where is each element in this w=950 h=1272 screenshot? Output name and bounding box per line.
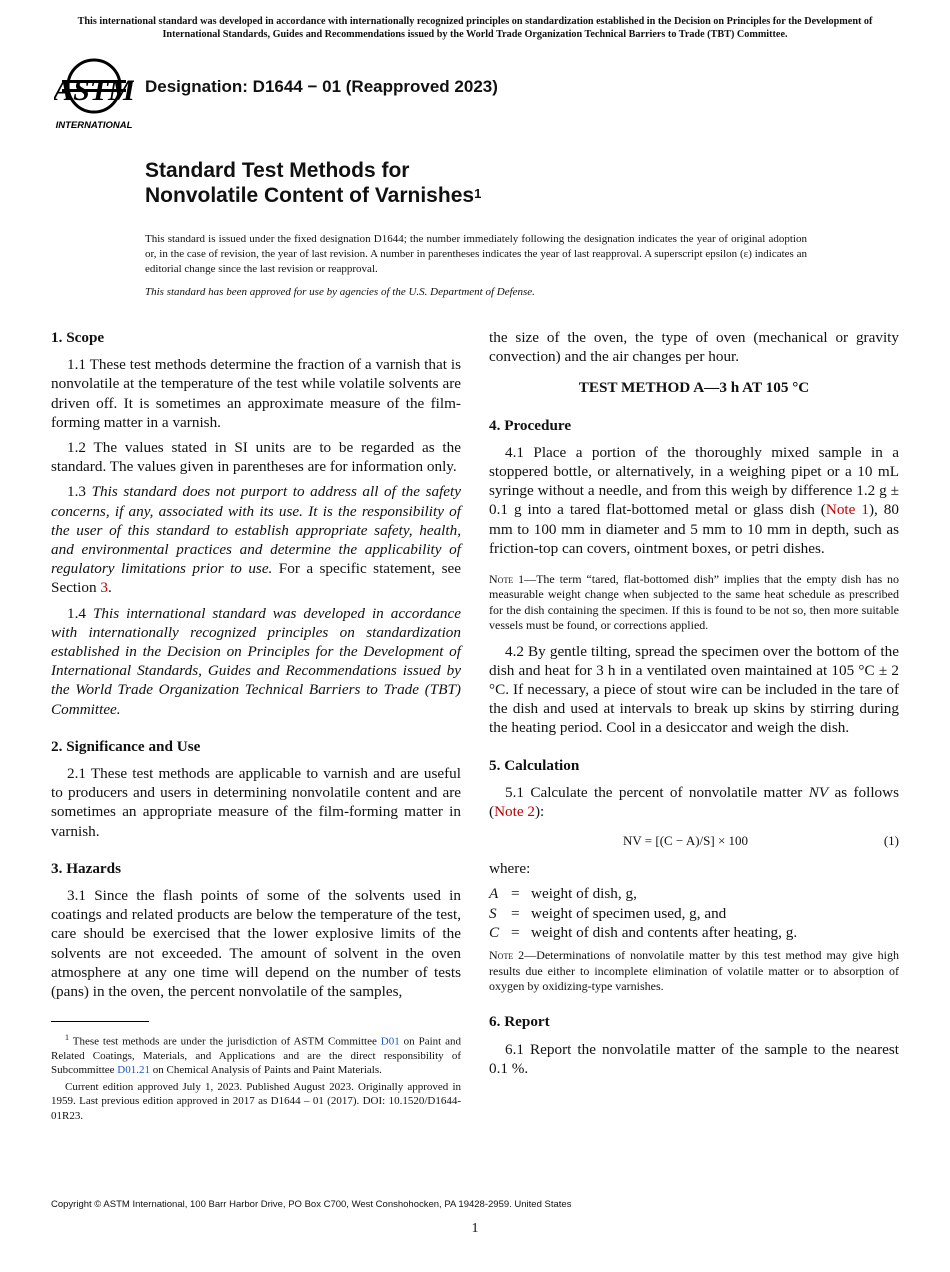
- title-footnote-ref[interactable]: 1: [474, 186, 482, 201]
- right-column: [489, 328, 899, 1084]
- paragraph-2-1: 2.1 These test methods are applicable to varnish and are useful to producers and users in determining nonvolatile content and are sometimes an appropriate measure of the film-forming matter in varnish.: [51, 765, 461, 840]
- paragraph-3-1-continued: the size of the oven, the type of oven (mechanical or gravity convection) and the air changes per hour.: [489, 329, 899, 366]
- equation-number: (1): [883, 833, 899, 849]
- section-heading-scope: 1. Scope: [51, 329, 105, 346]
- note-1: [489, 572, 899, 634]
- committee-d01-link[interactable]: D01: [380, 1035, 400, 1048]
- footnote-1: [51, 1031, 461, 1078]
- test-method-heading: TEST METHOD A—3 h AT 105 °C: [578, 379, 810, 397]
- subcommittee-d01-21-link[interactable]: D01.21: [117, 1064, 150, 1077]
- note-2: [489, 948, 899, 994]
- footnote-text: These test methods are under the jurisdiction of ASTM Committee: [72, 1035, 377, 1048]
- section-heading-procedure: 4. Procedure: [489, 416, 572, 434]
- footnote-text: on Paint and Related Coatings, Materials, and Applications and are the direct responsibility of Subcommittee: [51, 1035, 461, 1077]
- note-2-link[interactable]: Note 2: [494, 803, 535, 821]
- equation-1: [489, 827, 899, 855]
- logo-text: INTERNATIONAL: [55, 120, 133, 131]
- footnote-edition: Current edition approved July 1, 2023. Published August 2023. Originally approved in 1959. Last previous edition approved in 2017 as D1644 – 01 (2017). DOI: 10.1520/D1644-01R23.: [51, 1080, 461, 1122]
- definition-row: [489, 923, 899, 942]
- variable-definitions: [489, 884, 899, 942]
- def-symbol: A: [489, 885, 499, 903]
- left-column: [51, 328, 461, 1007]
- definition-row: [489, 904, 899, 923]
- paragraph-text: For a specific statement, see Section: [51, 560, 461, 597]
- section-3-link[interactable]: 3: [100, 579, 108, 597]
- section-heading-report: 6. Report: [489, 1013, 550, 1031]
- dod-approval-statement: This standard has been approved for use by agencies of the U.S. Department of Defense.: [145, 286, 535, 298]
- paragraph-4-1: [489, 443, 899, 558]
- note-text: —Determinations of nonvolatile matter by this test method may give high results due either to incomplete elimination of volatile matter or to absorption of oxygen by oxidizing-type varnishes.: [489, 948, 900, 993]
- paragraph-number: 1.4: [67, 604, 86, 622]
- international-standard-notice: This international standard was developed in accordance with internationally recognized principles on standardization established in the Decision on Principles for the Development of International Standards, Guides and Recommendations issued by the World Trade Organization Technical Barriers to Trade (TBT) Committee.: [77, 16, 873, 40]
- paragraph-1-1: 1.1 These test methods determine the fraction of a varnish that is nonvolatile at the temperature of the test while volatile solvents are driven off. It is sometimes an approximate measure of the film-forming matter in a varnish.: [51, 356, 461, 431]
- paragraph-text: ), 80 mm to 100 mm in diameter and 5 mm to 10 mm in depth, such as friction-top can covers, ointment boxes, or petri dishes.: [489, 501, 899, 557]
- def-text: weight of dish and contents after heating, g.: [531, 923, 798, 941]
- def-equals: =: [511, 885, 520, 903]
- nv-variable: NV: [808, 783, 829, 801]
- note-1-link[interactable]: Note 1: [825, 501, 869, 519]
- def-equals: =: [511, 904, 520, 922]
- footnotes: [51, 1031, 461, 1125]
- footnote-text: on Chemical Analysis of Paints and Paint Materials.: [152, 1064, 382, 1077]
- paragraph-5-1: [489, 783, 899, 821]
- paragraph-1-3: 1.3 This standard does not purport to address all of the safety concerns, if any, associated with its use. It is the responsibility of the user of this standard to establish appropriate safety, health, and environmental practices and determine the applicability of regulatory limitations prior to use. For a specific statement, see Section 3.: [51, 483, 462, 597]
- issuance-statement: This standard is issued under the fixed designation D1644; the number immediately following the designation indicates the year of original adoption or, in the case of revision, the year of last revision. A number in parentheses indicates the year of last reapproval. A superscript epsilon (ε) indicates an editorial change since the last revision or reapproval.: [145, 233, 807, 275]
- paragraph-3-1: 3.1 Since the flash points of some of the solvents used in coatings and related products are below the temperature of the test, care should be exercised that the lower explosive limits of the solvents are not exceeded. The amount of solvent in the oven atmosphere at any one time will depend on the number of tests (pans) in the oven, the percent nonvolatile of the samples,: [51, 887, 461, 1001]
- svg-text:ASTM: ASTM: [54, 74, 134, 107]
- where-label: where:: [489, 860, 531, 878]
- paragraph-number: 1.3: [67, 483, 86, 501]
- section-heading-hazards: 3. Hazards: [51, 859, 122, 877]
- astm-logo: [54, 56, 134, 132]
- def-symbol: C: [489, 923, 500, 941]
- page-title: [145, 158, 481, 208]
- title-line-1: Standard Test Methods for: [145, 159, 410, 182]
- def-symbol: S: [489, 904, 497, 922]
- section-heading-calculation: 5. Calculation: [489, 756, 580, 774]
- def-text: weight of specimen used, g, and: [531, 904, 727, 922]
- note-text: —The term “tared, flat-bottomed dish” implies that the empty dish has no measurable weight change when subjected to the same heat schedule as prescribed for the dish containing the specimen. If this is found to be not so, then more suitable vessels must be found, or corrections applied.: [489, 572, 899, 633]
- astm-logo-icon: [54, 56, 134, 132]
- title-line-2: Nonvolatile Content of Varnishes: [145, 184, 475, 207]
- paragraph-text: ):: [534, 803, 545, 821]
- section-heading-significance: 2. Significance and Use: [51, 737, 201, 755]
- paragraph-text: as follows (: [489, 783, 900, 821]
- paragraph-text: 4.1 Place a portion of the thoroughly mixed sample in a stoppered bottle, or alternatively, in a weighing pipet or a 10 mL syringe without a needle, and from this weigh by difference 1.2 g ± 0.1 g into a tared flat-bottomed metal or glass dish (: [489, 443, 899, 519]
- designation: Designation: D1644 − 01 (Reapproved 2023): [145, 77, 498, 96]
- def-text: weight of dish, g,: [531, 885, 637, 903]
- paragraph-4-2: 4.2 By gentle tilting, spread the specimen over the bottom of the dish and heat for 3 h in a ventilated oven maintained at 105 °C ± 2 °C. If necessary, a piece of stout wire can be included in the tare of the dish and used at intervals to break up skins by stirring during the heating period. Cool in a desiccator and weigh the dish.: [489, 642, 899, 737]
- definition-row: [489, 884, 899, 903]
- paragraph-1-4: [51, 604, 461, 719]
- footnote-marker: 1: [65, 1033, 69, 1042]
- equation-formula: NV = [(C − A)/S] × 100: [623, 833, 749, 849]
- paragraph-text: 5.1 Calculate the percent of nonvolatile matter: [505, 783, 803, 801]
- copyright-notice: Copyright © ASTM International, 100 Barr Harbor Drive, PO Box C700, West Conshohocken, PA 19428-2959. United States: [51, 1199, 572, 1210]
- wto-statement: This international standard was developed in accordance with internationally recognized principles on standardization established in the Decision on Principles for the Development of International Standards, Guides and Recommendations issued by the World Trade Organization Technical Barriers to Trade (TBT) Committee.: [51, 604, 462, 718]
- note-label: Note 1: [489, 572, 525, 587]
- footnote-divider: [51, 1021, 149, 1022]
- safety-statement: This standard does not purport to address all of the safety concerns, if any, associated with its use. It is the responsibility of the user of this standard to establish appropriate safety, health, and environmental practices and determine the applicability of regulatory limitations prior to use.: [51, 483, 462, 578]
- paragraph-1-2: 1.2 The values stated in SI units are to be regarded as the standard. The values given in parentheses are for information only.: [51, 439, 461, 476]
- note-label: Note 2: [489, 948, 525, 963]
- def-equals: =: [511, 923, 520, 941]
- paragraph-6-1: 6.1 Report the nonvolatile matter of the sample to the nearest 0.1 %.: [489, 1040, 899, 1077]
- page-number: 1: [471, 1221, 479, 1236]
